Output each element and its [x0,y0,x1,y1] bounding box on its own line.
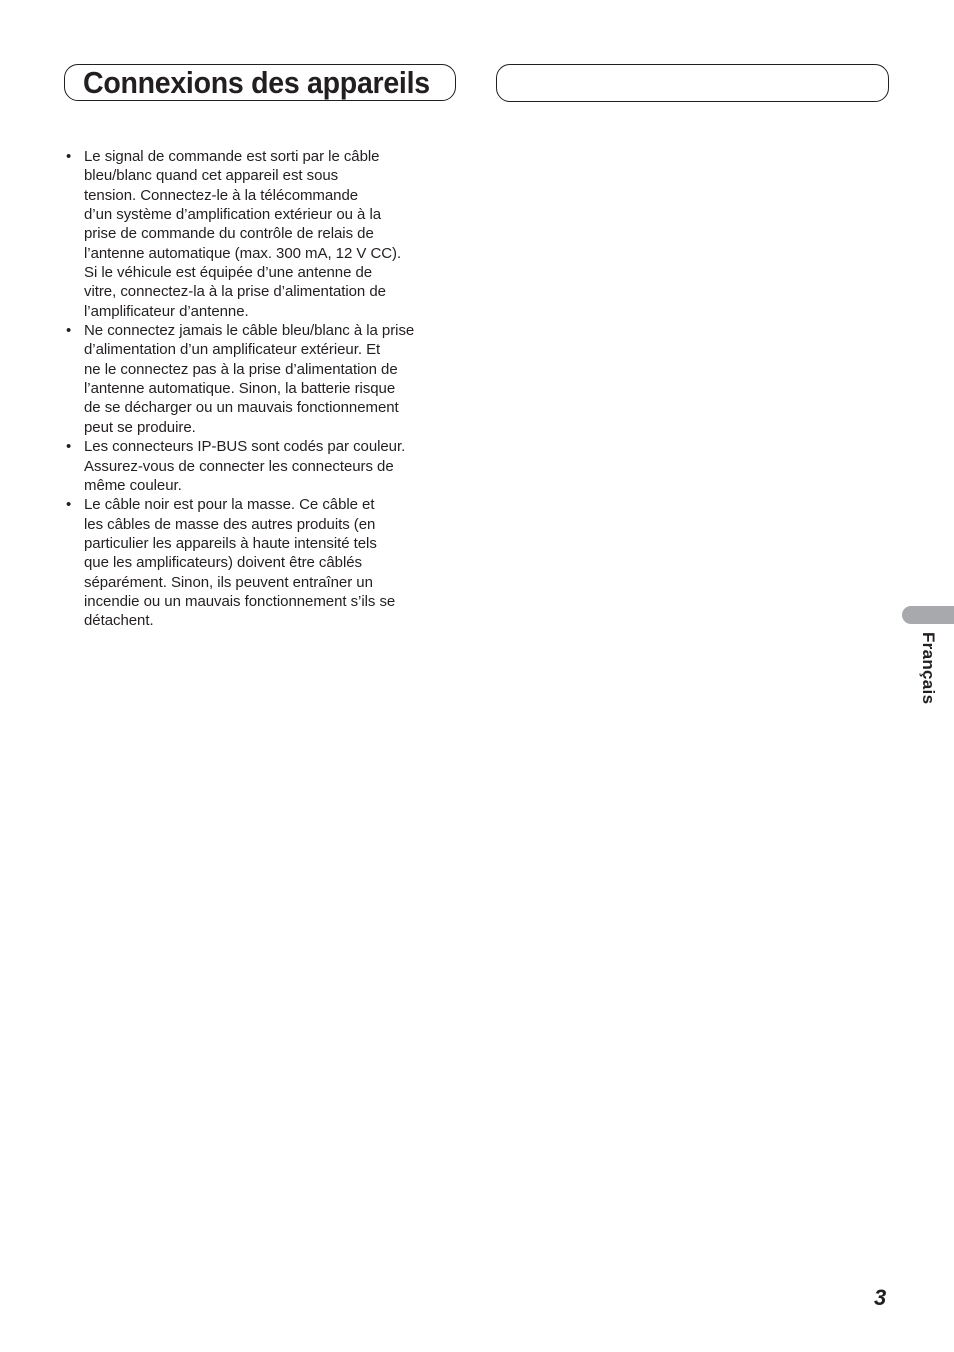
empty-header-frame [496,64,889,102]
note-line: de se décharger ou un mauvais fonctionnement [84,399,399,417]
language-label: Français [919,632,938,705]
note-line: les câbles de masse des autres produits (en [84,515,376,533]
bullet-icon: • [66,438,72,456]
note-line: particulier les appareils à haute intensité tels [84,534,377,552]
note-line: ne le connectez pas à la prise d’alimentation de [84,360,398,378]
note-line: séparément. Sinon, ils peuvent entraîner un [84,573,373,591]
bullet-icon: • [66,148,72,165]
note-line: prise de commande du contrôle de relais de [84,225,374,243]
page-number: 3 [874,1285,887,1310]
section-title: Connexions des appareils [83,65,430,100]
note-line: l’antenne automatique (max. 300 mA, 12 V CC). [84,244,402,262]
note-line: peut se produire. [84,418,196,436]
language-tab [902,606,954,624]
note-line: Ne connectez jamais le câble bleu/blanc à la prise [84,322,415,340]
note-line: Le câble noir est pour la masse. Ce câble et [84,496,375,514]
note-item [64,147,464,321]
note-line: détachent. [84,612,154,630]
note-line: même couleur. [84,476,182,494]
note-line: Assurez-vous de connecter les connecteurs de [84,457,394,475]
note-line: Les connecteurs IP-BUS sont codés par couleur. [84,438,406,456]
note-line: d’alimentation d’un amplificateur extérieur. Et [84,341,381,359]
note-line: l’amplificateur d’antenne. [84,302,249,320]
note-item [64,437,464,495]
note-item [64,495,464,630]
note-line: incendie ou un mauvais fonctionnement s’ils se [84,592,396,610]
note-line: Si le véhicule est équipée d’une antenne de [84,264,373,282]
note-line: d’un système d’amplification extérieur ou à la [84,206,382,224]
note-line: l’antenne automatique. Sinon, la batterie risque [84,380,396,398]
note-line: Le signal de commande est sorti par le câble [84,148,380,165]
note-item [64,321,464,437]
note-line: vitre, connectez-la à la prise d’alimentation de [84,283,386,301]
note-line: bleu/blanc quand cet appareil est sous [84,167,339,185]
bullet-icon: • [66,322,72,340]
note-line: que les amplificateurs) doivent être câblés [84,554,362,572]
notes-list [64,147,464,631]
note-line: tension. Connectez-le à la télécommande [84,186,359,204]
bullet-icon: • [66,496,72,514]
